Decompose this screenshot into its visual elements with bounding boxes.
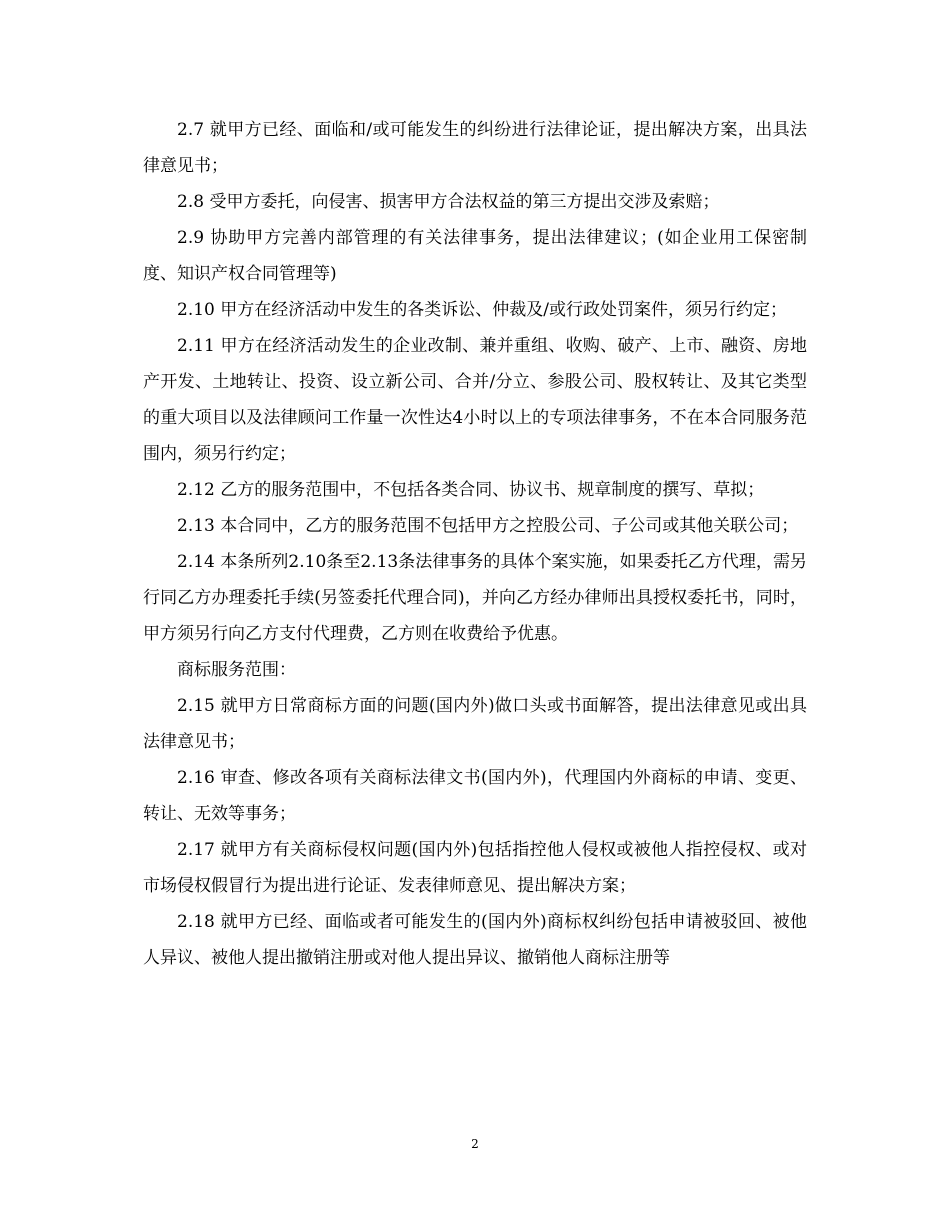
paragraph-2-15: 2.15 就甲方日常商标方面的问题(国内外)做口头或书面解答，提出法律意见或出具法律意见书； <box>143 696 807 752</box>
paragraph-2-14: 2.14 本条所列2.10条至2.13条法律事务的具体个案实施，如果委托乙方代理，需另行同乙方办理委托手续(另签委托代理合同)，并向乙方经办律师出具授权委托书，同时，甲方须另行向乙方支付代理费，乙方则在收费给予优惠。 <box>143 552 807 644</box>
document-body <box>143 112 807 976</box>
paragraph-2-13: 2.13 本合同中，乙方的服务范围不包括甲方之控股公司、子公司或其他关联公司； <box>177 516 799 536</box>
paragraph-2-16: 2.16 审查、修改各项有关商标法律文书(国内外)，代理国内外商标的申请、变更、转让、无效等事务； <box>143 768 807 824</box>
paragraph-2-9: 2.9 协助甲方完善内部管理的有关法律事务，提出法律建议；(如企业用工保密制度、知识产权合同管理等) <box>143 228 807 284</box>
section-heading-trademark-scope: 商标服务范围： <box>177 660 296 680</box>
paragraph-2-18: 2.18 就甲方已经、面临或者可能发生的(国内外)商标权纠纷包括申请被驳回、被他人异议、被他人提出撤销注册或对他人提出异议、撤销他人商标注册等 <box>143 912 807 968</box>
page-number: 2 <box>471 1137 479 1151</box>
paragraph-2-12: 2.12 乙方的服务范围中，不包括各类合同、协议书、规章制度的撰写、草拟； <box>177 480 765 500</box>
paragraph-2-11: 2.11 甲方在经济活动发生的企业改制、兼并重组、收购、破产、上市、融资、房地产开发、土地转让、投资、设立新公司、合并/分立、参股公司、股权转让、及其它类型的重大项目以及法律顾问工作量一次性达4小时以上的专项法律事务，不在本合同服务范围内，须另行约定； <box>143 336 807 464</box>
paragraph-2-7: 2.7 就甲方已经、面临和/或可能发生的纠纷进行法律论证，提出解决方案，出具法律意见书； <box>143 120 807 176</box>
paragraph-2-8: 2.8 受甲方委托，向侵害、损害甲方合法权益的第三方提出交涉及索赔； <box>177 192 720 212</box>
paragraph-2-10: 2.10 甲方在经济活动中发生的各类诉讼、仲裁及/或行政处罚案件，须另行约定； <box>177 300 787 320</box>
paragraph-2-17: 2.17 就甲方有关商标侵权问题(国内外)包括指控他人侵权或被他人指控侵权、或对市场侵权假冒行为提出进行论证、发表律师意见、提出解决方案； <box>143 840 807 896</box>
